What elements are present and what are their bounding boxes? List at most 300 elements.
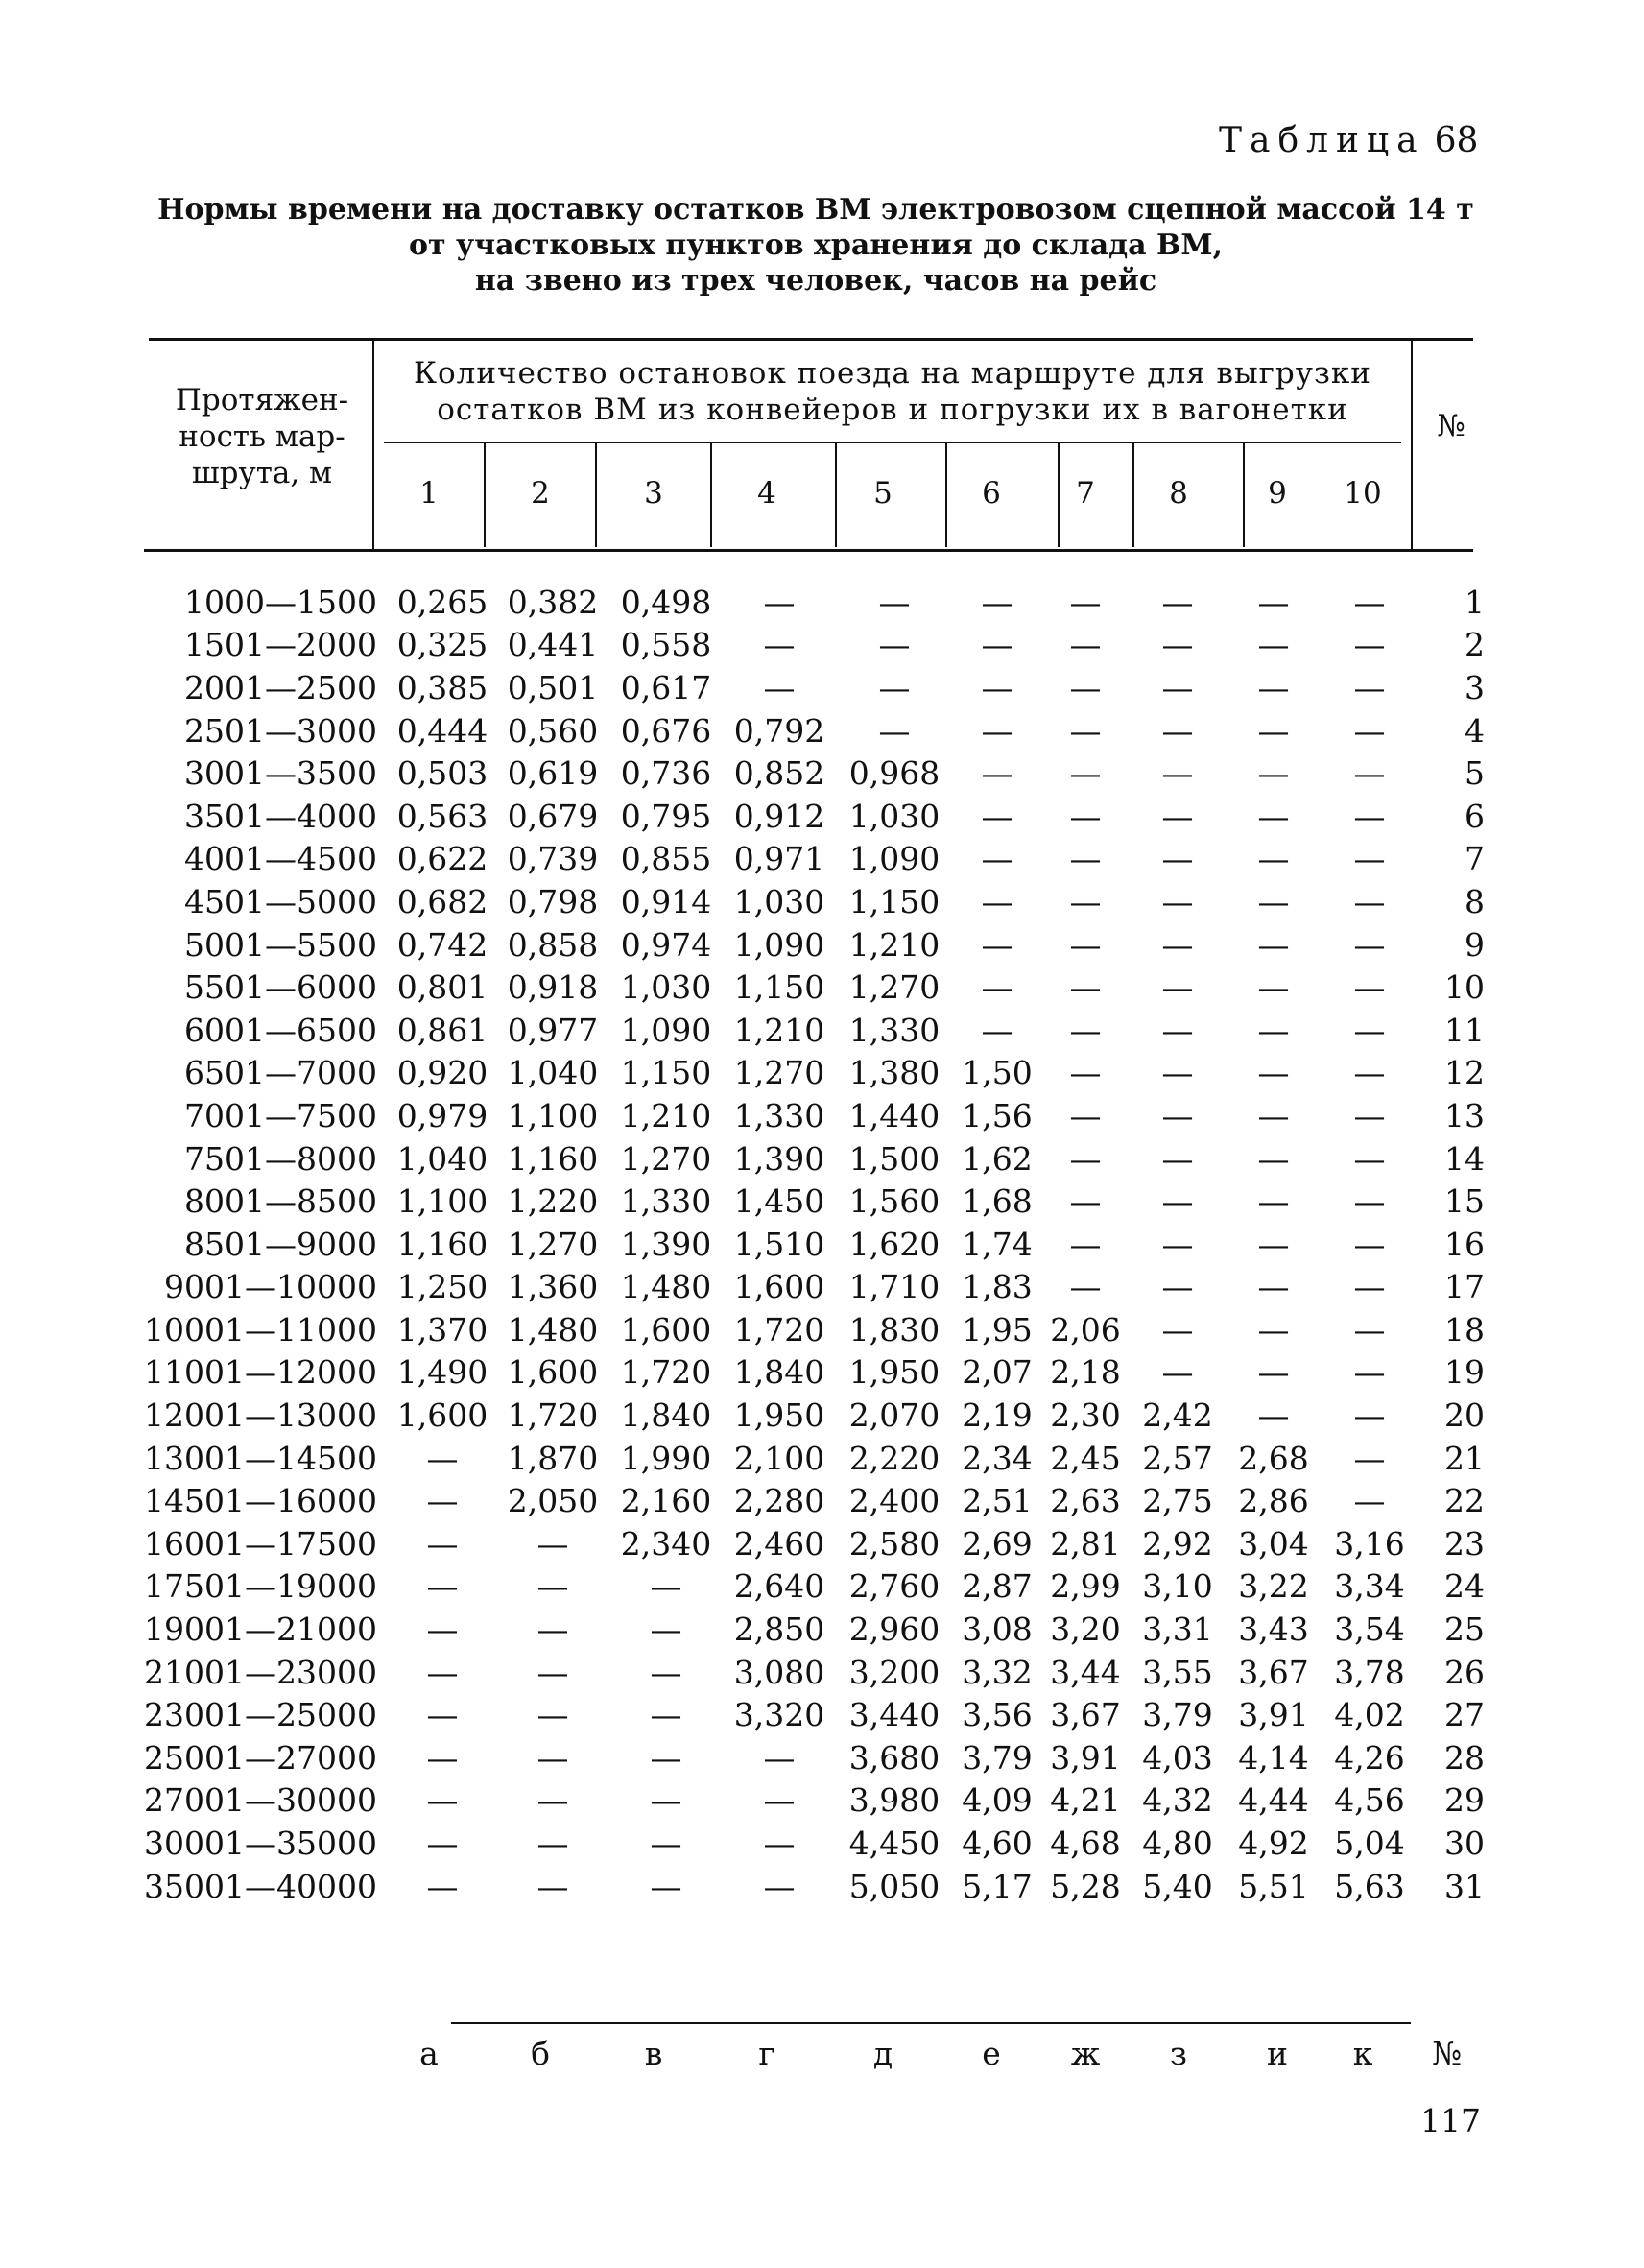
route-range-cell: 11001—12000: [144, 1353, 377, 1392]
time-cell: 3,320: [733, 1696, 825, 1734]
route-range-cell: 9001—10000: [164, 1268, 377, 1306]
table-row: [144, 1608, 1485, 1651]
route-range-cell: 21001—23000: [144, 1653, 377, 1691]
time-cell: —: [1353, 1182, 1386, 1221]
table-row: [144, 1736, 1485, 1779]
row-number-cell: 15: [1443, 1182, 1485, 1221]
time-cell: —: [1353, 1268, 1386, 1306]
time-cell: 1,040: [396, 1139, 488, 1178]
time-cell: —: [1161, 1096, 1194, 1134]
time-cell: —: [1257, 925, 1290, 964]
time-cell: 2,87: [962, 1567, 1033, 1606]
time-cell: 5,04: [1334, 1825, 1405, 1863]
time-cell: —: [1069, 1182, 1102, 1221]
route-range-cell: 14501—16000: [144, 1482, 377, 1520]
time-cell: —: [1069, 583, 1102, 621]
stop-header-8: 8: [1169, 476, 1188, 511]
time-cell: 3,67: [1238, 1653, 1309, 1691]
column-letter: ж: [1070, 2035, 1101, 2072]
time-cell: —: [878, 711, 911, 750]
time-cell: —: [981, 583, 1013, 621]
time-cell: —: [981, 840, 1013, 878]
time-cell: 1,990: [620, 1439, 712, 1477]
time-cell: 4,44: [1238, 1781, 1309, 1820]
time-cell: 0,742: [396, 925, 488, 964]
time-cell: 3,34: [1334, 1567, 1405, 1606]
time-cell: —: [1161, 925, 1194, 964]
time-cell: —: [1161, 840, 1194, 878]
table-row: [144, 880, 1485, 923]
route-range-cell: 19001—21000: [144, 1611, 377, 1649]
row-number-cell: 4: [1464, 711, 1485, 750]
route-range-cell: 27001—30000: [144, 1781, 377, 1820]
time-cell: —: [763, 583, 796, 621]
time-cell: 1,720: [620, 1353, 712, 1392]
table-row: [144, 795, 1485, 838]
route-range-cell: 23001—25000: [144, 1696, 377, 1734]
time-cell: —: [1257, 583, 1290, 621]
time-cell: 1,74: [962, 1225, 1033, 1263]
time-cell: —: [1161, 626, 1194, 664]
time-cell: —: [536, 1611, 569, 1649]
time-cell: 0,801: [396, 968, 488, 1007]
route-range-cell: 6001—6500: [184, 1011, 377, 1049]
table-row: [144, 1009, 1485, 1052]
route-range-cell: 17501—19000: [144, 1567, 377, 1606]
table-row: [144, 1137, 1485, 1181]
time-cell: —: [1353, 925, 1386, 964]
header-right-divider: [1411, 341, 1413, 549]
time-cell: —: [981, 925, 1013, 964]
time-cell: 0,503: [396, 754, 488, 793]
table-row: [144, 923, 1485, 967]
time-cell: 3,08: [962, 1611, 1033, 1649]
column-letter: б: [531, 2035, 550, 2072]
time-cell: 1,870: [507, 1439, 599, 1477]
time-cell: 0,920: [396, 1054, 488, 1092]
time-cell: 1,840: [733, 1353, 825, 1392]
time-cell: 1,040: [507, 1054, 599, 1092]
row-number-cell: 16: [1443, 1225, 1485, 1263]
route-range-cell: 10001—11000: [144, 1310, 377, 1349]
time-cell: —: [536, 1825, 569, 1863]
time-cell: 0,914: [620, 882, 712, 920]
route-range-cell: 5001—5500: [184, 925, 377, 964]
stop-column-divider: [595, 443, 597, 547]
table-row: [144, 1266, 1485, 1309]
time-cell: 1,600: [396, 1397, 488, 1435]
time-cell: —: [650, 1653, 682, 1691]
time-cell: 2,86: [1238, 1482, 1309, 1520]
time-cell: 1,090: [733, 925, 825, 964]
time-cell: —: [426, 1653, 459, 1691]
time-cell: 1,330: [620, 1182, 712, 1221]
row-number-cell: 5: [1464, 754, 1485, 793]
row-number-cell: 30: [1443, 1825, 1485, 1863]
time-cell: —: [763, 1738, 796, 1777]
time-cell: —: [1353, 840, 1386, 878]
time-cell: 2,68: [1238, 1439, 1309, 1477]
time-cell: 1,100: [396, 1182, 488, 1221]
stop-header-7: 7: [1076, 476, 1095, 511]
header-left-divider: [372, 341, 374, 549]
row-number-cell: 14: [1443, 1139, 1485, 1178]
time-cell: 0,560: [507, 711, 599, 750]
stop-header-2: 2: [531, 476, 550, 511]
time-cell: 1,150: [733, 968, 825, 1007]
time-cell: —: [1069, 1225, 1102, 1263]
stop-column-divider: [945, 443, 947, 547]
time-cell: 2,30: [1050, 1397, 1121, 1435]
time-cell: 2,18: [1050, 1353, 1121, 1392]
time-cell: —: [1069, 1139, 1102, 1178]
time-cell: 0,382: [507, 583, 599, 621]
time-cell: —: [1069, 1011, 1102, 1049]
time-cell: 4,68: [1050, 1825, 1121, 1863]
table-row: [144, 1094, 1485, 1137]
row-number-cell: 31: [1443, 1867, 1485, 1905]
time-cell: 0,622: [396, 840, 488, 878]
table-row: [144, 1308, 1485, 1351]
table-row: [144, 838, 1485, 881]
time-cell: 3,78: [1334, 1653, 1405, 1691]
time-cell: —: [536, 1567, 569, 1606]
time-cell: 1,270: [620, 1139, 712, 1178]
norms-table: [144, 581, 1485, 1907]
time-cell: —: [536, 1653, 569, 1691]
time-cell: —: [426, 1738, 459, 1777]
time-cell: 3,91: [1238, 1696, 1309, 1734]
time-cell: —: [981, 1011, 1013, 1049]
time-cell: —: [1069, 882, 1102, 920]
time-cell: —: [981, 668, 1013, 706]
time-cell: —: [1161, 1310, 1194, 1349]
time-cell: 3,55: [1142, 1653, 1213, 1691]
time-cell: 1,720: [733, 1310, 825, 1349]
stop-column-divider: [835, 443, 837, 547]
time-cell: 4,80: [1142, 1825, 1213, 1863]
table-row: [144, 1651, 1485, 1694]
time-cell: 3,32: [962, 1653, 1033, 1691]
time-cell: 2,07: [962, 1353, 1033, 1392]
time-cell: —: [1257, 840, 1290, 878]
row-number-cell: 3: [1464, 668, 1485, 706]
time-cell: 1,480: [507, 1310, 599, 1349]
route-range-cell: 2501—3000: [184, 711, 377, 750]
time-cell: —: [1353, 1225, 1386, 1263]
time-cell: 0,682: [396, 882, 488, 920]
row-number-cell: 25: [1443, 1611, 1485, 1649]
time-cell: —: [1257, 968, 1290, 1007]
time-cell: 1,210: [733, 1011, 825, 1049]
time-cell: —: [878, 583, 911, 621]
time-cell: 3,79: [1142, 1696, 1213, 1734]
time-cell: —: [536, 1524, 569, 1563]
stop-header-5: 5: [873, 476, 893, 511]
row-number-cell: 26: [1443, 1653, 1485, 1691]
time-cell: 3,680: [848, 1738, 941, 1777]
time-cell: 1,150: [620, 1054, 712, 1092]
time-cell: 2,42: [1142, 1397, 1213, 1435]
time-cell: 1,030: [848, 797, 941, 835]
time-cell: 1,56: [962, 1096, 1033, 1134]
time-cell: 2,34: [962, 1439, 1033, 1477]
time-cell: 5,17: [962, 1867, 1033, 1905]
time-cell: —: [1161, 1182, 1194, 1221]
time-cell: —: [426, 1611, 459, 1649]
time-cell: —: [981, 754, 1013, 793]
route-range-cell: 2001—2500: [184, 668, 377, 706]
route-range-cell: 8501—9000: [184, 1225, 377, 1263]
time-cell: —: [1069, 754, 1102, 793]
row-number-cell: 9: [1464, 925, 1485, 964]
route-range-cell: 8001—8500: [184, 1182, 377, 1221]
time-cell: —: [1353, 1439, 1386, 1477]
time-cell: —: [1069, 797, 1102, 835]
time-cell: 1,620: [848, 1225, 941, 1263]
time-cell: 1,100: [507, 1096, 599, 1134]
time-cell: 1,390: [620, 1225, 712, 1263]
header-top-rule: [149, 338, 1473, 341]
table-row: [144, 1822, 1485, 1865]
time-cell: 1,330: [733, 1096, 825, 1134]
time-cell: 2,340: [620, 1524, 712, 1563]
time-cell: —: [426, 1696, 459, 1734]
time-cell: 1,090: [620, 1011, 712, 1049]
stops-header: [384, 355, 1401, 428]
stop-column-divider: [1132, 443, 1134, 547]
time-cell: 0,444: [396, 711, 488, 750]
time-cell: 0,736: [620, 754, 712, 793]
time-cell: —: [1257, 797, 1290, 835]
time-cell: 1,160: [507, 1139, 599, 1178]
time-cell: 2,19: [962, 1397, 1033, 1435]
table-row: [144, 966, 1485, 1009]
time-cell: —: [1257, 882, 1290, 920]
route-range-cell: 12001—13000: [144, 1397, 377, 1435]
time-cell: 0,498: [620, 583, 712, 621]
time-cell: 0,971: [733, 840, 825, 878]
table-row: [144, 1779, 1485, 1823]
time-cell: 2,460: [733, 1524, 825, 1563]
time-cell: 2,69: [962, 1524, 1033, 1563]
time-cell: —: [426, 1439, 459, 1477]
time-cell: 1,210: [848, 925, 941, 964]
row-number-cell: 27: [1443, 1696, 1485, 1734]
time-cell: 0,974: [620, 925, 712, 964]
time-cell: 2,160: [620, 1482, 712, 1520]
time-cell: 3,04: [1238, 1524, 1309, 1563]
stop-column-divider: [710, 443, 712, 547]
time-cell: 0,563: [396, 797, 488, 835]
time-cell: 2,070: [848, 1397, 941, 1435]
time-cell: 1,710: [848, 1268, 941, 1306]
stops-header-line-1: Количество остановок поезда на маршруте для выгрузки: [414, 356, 1371, 391]
time-cell: 1,600: [733, 1268, 825, 1306]
time-cell: —: [1353, 1310, 1386, 1349]
time-cell: —: [1353, 711, 1386, 750]
time-cell: —: [1257, 711, 1290, 750]
time-cell: —: [878, 668, 911, 706]
row-number-cell: 24: [1443, 1567, 1485, 1606]
time-cell: —: [1069, 925, 1102, 964]
time-cell: —: [1161, 968, 1194, 1007]
time-cell: —: [536, 1696, 569, 1734]
row-number-cell: 13: [1443, 1096, 1485, 1134]
time-cell: —: [426, 1825, 459, 1863]
time-cell: 4,450: [848, 1825, 941, 1863]
stop-header-1: 1: [419, 476, 439, 511]
time-cell: —: [1069, 1096, 1102, 1134]
time-cell: 0,977: [507, 1011, 599, 1049]
time-cell: 4,09: [962, 1781, 1033, 1820]
route-range-cell: 25001—27000: [144, 1738, 377, 1777]
time-cell: —: [1161, 1011, 1194, 1049]
time-cell: 3,43: [1238, 1611, 1309, 1649]
row-number-cell: 21: [1443, 1439, 1485, 1477]
table-row: [144, 1052, 1485, 1095]
time-cell: —: [1161, 1353, 1194, 1392]
time-cell: —: [536, 1738, 569, 1777]
time-cell: 0,676: [620, 711, 712, 750]
time-cell: 3,22: [1238, 1567, 1309, 1606]
time-cell: —: [1353, 1397, 1386, 1435]
time-cell: 1,440: [848, 1096, 941, 1134]
time-cell: —: [1161, 1139, 1194, 1178]
time-cell: 4,14: [1238, 1738, 1309, 1777]
time-cell: 0,968: [848, 754, 941, 793]
time-cell: 0,558: [620, 626, 712, 664]
table-row: [144, 1351, 1485, 1395]
time-cell: 1,160: [396, 1225, 488, 1263]
time-cell: 1,62: [962, 1139, 1033, 1178]
stop-header-4: 4: [757, 476, 776, 511]
time-cell: 0,739: [507, 840, 599, 878]
time-cell: —: [1069, 668, 1102, 706]
time-cell: —: [1353, 626, 1386, 664]
time-cell: —: [981, 968, 1013, 1007]
column-letter: в: [644, 2035, 663, 2072]
table-row: [144, 581, 1485, 624]
time-cell: 2,06: [1050, 1310, 1121, 1349]
row-number-cell: 12: [1443, 1054, 1485, 1092]
time-cell: 1,270: [733, 1054, 825, 1092]
route-range-cell: 4001—4500: [184, 840, 377, 878]
time-cell: —: [1257, 1182, 1290, 1221]
time-cell: 1,600: [620, 1310, 712, 1349]
time-cell: 1,490: [396, 1353, 488, 1392]
time-cell: 1,600: [507, 1353, 599, 1392]
stop-column-divider: [484, 443, 486, 547]
time-cell: —: [1353, 583, 1386, 621]
table-row: [144, 624, 1485, 667]
time-cell: 2,050: [507, 1482, 599, 1520]
time-cell: —: [981, 797, 1013, 835]
time-cell: 1,50: [962, 1054, 1033, 1092]
time-cell: 1,68: [962, 1182, 1033, 1221]
time-cell: 2,100: [733, 1439, 825, 1477]
column-letter: д: [872, 2035, 893, 2072]
row-number-header: №: [1437, 409, 1465, 443]
time-cell: —: [1353, 668, 1386, 706]
table-row: [144, 1865, 1485, 1908]
time-cell: 3,79: [962, 1738, 1033, 1777]
time-cell: 2,51: [962, 1482, 1033, 1520]
time-cell: —: [763, 668, 796, 706]
time-cell: 3,16: [1334, 1524, 1405, 1563]
time-cell: 1,390: [733, 1139, 825, 1178]
page-number: 117: [1420, 2102, 1481, 2139]
time-cell: —: [981, 711, 1013, 750]
time-cell: 2,99: [1050, 1567, 1121, 1606]
time-cell: 1,370: [396, 1310, 488, 1349]
time-cell: 1,950: [733, 1397, 825, 1435]
time-cell: —: [981, 626, 1013, 664]
time-cell: 1,150: [848, 882, 941, 920]
time-cell: —: [1353, 1096, 1386, 1134]
stop-header-6: 6: [982, 476, 1001, 511]
time-cell: 0,855: [620, 840, 712, 878]
time-cell: 2,81: [1050, 1524, 1121, 1563]
time-cell: —: [763, 1867, 796, 1905]
time-cell: —: [1257, 1268, 1290, 1306]
time-cell: 3,10: [1142, 1567, 1213, 1606]
time-cell: —: [1069, 968, 1102, 1007]
route-range-cell: 1501—2000: [184, 626, 377, 664]
row-number-cell: 19: [1443, 1353, 1485, 1392]
time-cell: 3,980: [848, 1781, 941, 1820]
time-cell: —: [1353, 1353, 1386, 1392]
column-letter: г: [758, 2035, 775, 2072]
time-cell: 5,40: [1142, 1867, 1213, 1905]
time-cell: 2,57: [1142, 1439, 1213, 1477]
time-cell: —: [1257, 1310, 1290, 1349]
table-row: [144, 1437, 1485, 1480]
time-cell: —: [1257, 1353, 1290, 1392]
time-cell: 2,280: [733, 1482, 825, 1520]
time-cell: —: [1353, 968, 1386, 1007]
time-cell: 2,580: [848, 1524, 941, 1563]
route-range-cell: 3501—4000: [184, 797, 377, 835]
title-line-3: на звено из трех человек, часов на рейс: [474, 264, 1157, 298]
time-cell: —: [1069, 711, 1102, 750]
time-cell: 1,480: [620, 1268, 712, 1306]
time-cell: 0,385: [396, 668, 488, 706]
time-cell: 0,912: [733, 797, 825, 835]
table-row: [144, 1522, 1485, 1565]
time-cell: 1,270: [848, 968, 941, 1007]
table-row: [144, 709, 1485, 752]
time-cell: 5,28: [1050, 1867, 1121, 1905]
time-cell: 0,798: [507, 882, 599, 920]
route-range-cell: 1000—1500: [184, 583, 377, 621]
table-label-text: Таблица: [1219, 121, 1425, 160]
time-cell: —: [426, 1567, 459, 1606]
time-cell: 1,450: [733, 1182, 825, 1221]
time-cell: 0,792: [733, 711, 825, 750]
time-cell: —: [1161, 711, 1194, 750]
time-cell: 1,95: [962, 1310, 1033, 1349]
stop-header-3: 3: [644, 476, 663, 511]
time-cell: 4,60: [962, 1825, 1033, 1863]
time-cell: 3,20: [1050, 1611, 1121, 1649]
column-letter: з: [1170, 2035, 1187, 2072]
time-cell: —: [763, 1781, 796, 1820]
table-title: [144, 192, 1488, 298]
time-cell: 2,960: [848, 1611, 941, 1649]
time-cell: 1,330: [848, 1011, 941, 1049]
time-cell: 0,795: [620, 797, 712, 835]
